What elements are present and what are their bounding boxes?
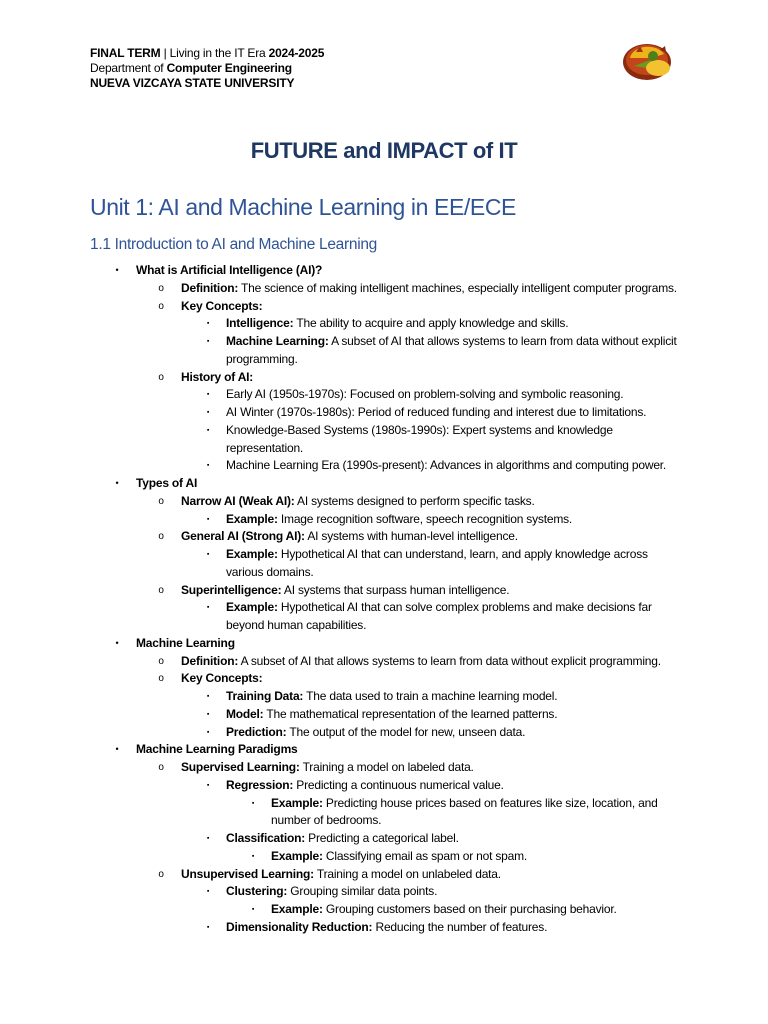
list-bullet-level-0: • xyxy=(115,744,119,754)
list-item xyxy=(226,777,504,794)
list-item-text: Classifying email as spam or not spam. xyxy=(322,849,528,863)
list-item-term: Unsupervised Learning: xyxy=(181,867,314,881)
list-item-term: General AI (Strong AI): xyxy=(181,529,305,543)
list-item xyxy=(226,564,314,581)
list-item-text: beyond human capabilities. xyxy=(226,618,367,632)
list-item xyxy=(226,315,568,332)
list-item-term: Intelligence: xyxy=(226,316,294,330)
course-name: Living in the IT Era xyxy=(169,46,269,60)
list-bullet-level-2: ▪ xyxy=(206,888,210,895)
list-item xyxy=(181,493,535,510)
list-bullet-level-2: ▪ xyxy=(206,551,210,558)
list-item-term: Superintelligence: xyxy=(181,583,282,597)
list-bullet-level-1: o xyxy=(158,585,164,596)
list-item-term: Definition: xyxy=(181,654,239,668)
list-item xyxy=(136,262,322,279)
list-bullet-level-0: • xyxy=(115,265,119,275)
list-item-text: Hypothetical AI that can solve complex problems and make decisions far xyxy=(277,600,652,614)
list-item-text: Knowledge-Based Systems (1980s-1990s): Expert systems and knowledge xyxy=(226,423,613,437)
list-item-text: programming. xyxy=(226,352,298,366)
list-bullet-level-0: • xyxy=(115,478,119,488)
list-item-term: Regression: xyxy=(226,778,294,792)
final-term-label: FINAL TERM xyxy=(90,46,161,60)
list-item-text: various domains. xyxy=(226,565,314,579)
list-bullet-level-2: ▪ xyxy=(206,693,210,700)
list-bullet-level-2: ▪ xyxy=(206,604,210,611)
list-item-term: Training Data: xyxy=(226,689,304,703)
list-bullet-level-1: o xyxy=(158,673,164,684)
header-line-1 xyxy=(90,46,324,61)
list-item-text: Grouping customers based on their purchasing behavior. xyxy=(322,902,617,916)
list-bullet-level-2: ▪ xyxy=(206,835,210,842)
unit-heading: Unit 1: AI and Machine Learning in EE/ECE xyxy=(90,194,516,220)
list-item xyxy=(226,919,547,936)
list-item-term: What is Artificial Intelligence (AI)? xyxy=(136,263,323,277)
header-line-2 xyxy=(90,61,324,76)
list-item-text: Training a model on labeled data. xyxy=(299,760,474,774)
list-item xyxy=(181,280,677,297)
list-item-text: Grouping similar data points. xyxy=(287,884,438,898)
list-item-term: Machine Learning Paradigms xyxy=(136,742,298,756)
list-item-term: Example: xyxy=(271,902,323,916)
list-item xyxy=(181,298,262,315)
list-item xyxy=(226,617,366,634)
list-item-text: Predicting a categorical label. xyxy=(305,831,459,845)
list-item-text: AI systems that surpass human intelligence. xyxy=(281,583,510,597)
list-item xyxy=(226,706,557,723)
list-bullet-level-2: ▪ xyxy=(206,711,210,718)
list-item-text: Reducing the number of features. xyxy=(372,920,548,934)
list-item-text: The data used to train a machine learning model. xyxy=(303,689,558,703)
list-item-text: The output of the model for new, unseen data. xyxy=(286,725,526,739)
list-item xyxy=(226,457,666,474)
list-bullet-level-1: o xyxy=(158,496,164,507)
list-item xyxy=(181,369,253,386)
list-item-term: History of AI: xyxy=(181,370,254,384)
list-item xyxy=(181,670,262,687)
list-item xyxy=(226,830,459,847)
list-bullet-level-2: ▪ xyxy=(206,782,210,789)
list-item xyxy=(226,546,648,563)
list-item-text: representation. xyxy=(226,441,304,455)
list-item-term: Classification: xyxy=(226,831,306,845)
list-item-term: Types of AI xyxy=(136,476,198,490)
list-item-text: The ability to acquire and apply knowledge and skills. xyxy=(293,316,569,330)
list-item xyxy=(226,688,557,705)
university-name: NUEVA VIZCAYA STATE UNIVERSITY xyxy=(90,76,295,90)
list-item xyxy=(226,511,572,528)
page-title: FUTURE and IMPACT of IT xyxy=(250,138,518,163)
list-item-text: Image recognition software, speech recognition systems. xyxy=(277,512,573,526)
list-item xyxy=(226,404,646,421)
list-bullet-level-2: ▪ xyxy=(206,320,210,327)
list-item xyxy=(136,475,197,492)
list-item xyxy=(181,866,501,883)
list-item-term: Machine Learning xyxy=(136,636,235,650)
list-item xyxy=(136,635,235,652)
list-item-term: Example: xyxy=(226,512,278,526)
list-item-text: number of bedrooms. xyxy=(271,813,382,827)
list-bullet-level-1: o xyxy=(158,372,164,383)
list-item xyxy=(226,883,437,900)
list-item xyxy=(136,741,298,758)
list-bullet-level-1: o xyxy=(158,762,164,773)
school-year: 2024-2025 xyxy=(268,46,325,60)
list-bullet-level-2: ▪ xyxy=(206,462,210,469)
list-item-text: The science of making intelligent machines, especially intelligent computer programs. xyxy=(238,281,677,295)
header-line-3 xyxy=(90,76,324,91)
list-item-term: Definition: xyxy=(181,281,239,295)
list-item-term: Machine Learning: xyxy=(226,334,329,348)
list-bullet-level-1: o xyxy=(158,283,164,294)
list-item-text: Hypothetical AI that can understand, learn, and apply knowledge across xyxy=(277,547,648,561)
header-separator: | xyxy=(160,46,170,60)
list-item-text: A subset of AI that allows systems to learn from data without explicit programming. xyxy=(238,654,661,668)
list-item-text: Predicting house prices based on features like size, location, and xyxy=(322,796,658,810)
list-item-term: Key Concepts: xyxy=(181,671,263,685)
list-item-term: Example: xyxy=(226,547,278,561)
list-item-term: Prediction: xyxy=(226,725,287,739)
department-prefix: Department of xyxy=(90,61,167,75)
list-item-term: Key Concepts: xyxy=(181,299,263,313)
list-item xyxy=(181,653,661,670)
list-bullet-level-2: ▪ xyxy=(206,729,210,736)
list-item xyxy=(271,812,381,829)
list-bullet-level-2: ▪ xyxy=(206,516,210,523)
list-item-text: A subset of AI that allows systems to learn from data without explicit xyxy=(328,334,677,348)
list-item xyxy=(226,422,613,439)
list-bullet-level-2: ▪ xyxy=(206,391,210,398)
list-bullet-level-2: ▪ xyxy=(206,409,210,416)
list-item xyxy=(181,582,509,599)
list-bullet-level-1: o xyxy=(158,869,164,880)
list-item xyxy=(271,795,658,812)
department-logo-icon xyxy=(616,36,678,86)
list-item xyxy=(226,333,677,350)
list-bullet-level-0: • xyxy=(115,638,119,648)
list-item xyxy=(271,848,527,865)
list-bullet-level-2: ▪ xyxy=(206,338,210,345)
list-item-text: The mathematical representation of the learned patterns. xyxy=(263,707,558,721)
list-item xyxy=(181,528,518,545)
list-bullet-level-3: ▪ xyxy=(251,906,255,913)
list-item xyxy=(226,599,652,616)
list-bullet-level-1: o xyxy=(158,656,164,667)
list-item-text: Training a model on unlabeled data. xyxy=(313,867,501,881)
list-item xyxy=(226,724,525,741)
list-item-text: Predicting a continuous numerical value. xyxy=(293,778,504,792)
list-item-text: AI systems with human-level intelligence. xyxy=(304,529,518,543)
list-item-term: Example: xyxy=(271,796,323,810)
list-bullet-level-2: ▪ xyxy=(206,427,210,434)
list-item-text: AI Winter (1970s-1980s): Period of reduced funding and interest due to limitations. xyxy=(226,405,647,419)
list-item-term: Narrow AI (Weak AI): xyxy=(181,494,295,508)
list-item xyxy=(226,386,623,403)
list-item-term: Model: xyxy=(226,707,264,721)
list-bullet-level-1: o xyxy=(158,531,164,542)
list-item-term: Supervised Learning: xyxy=(181,760,300,774)
list-item-text: AI systems designed to perform specific tasks. xyxy=(294,494,535,508)
list-item-text: Early AI (1950s-1970s): Focused on problem-solving and symbolic reasoning. xyxy=(226,387,624,401)
list-item-text: Machine Learning Era (1990s-present): Advances in algorithms and computing power. xyxy=(226,458,667,472)
list-item-term: Example: xyxy=(271,849,323,863)
list-item xyxy=(181,759,474,776)
section-heading: 1.1 Introduction to AI and Machine Learning xyxy=(90,236,377,253)
list-item-term: Example: xyxy=(226,600,278,614)
list-item-term: Clustering: xyxy=(226,884,288,898)
list-item xyxy=(226,440,303,457)
list-item xyxy=(226,351,298,368)
list-bullet-level-1: o xyxy=(158,301,164,312)
department-name: Computer Engineering xyxy=(166,61,292,75)
list-bullet-level-2: ▪ xyxy=(206,924,210,931)
list-bullet-level-3: ▪ xyxy=(251,800,255,807)
page-header xyxy=(90,46,324,91)
list-item xyxy=(271,901,617,918)
list-bullet-level-3: ▪ xyxy=(251,853,255,860)
list-item-term: Dimensionality Reduction: xyxy=(226,920,373,934)
